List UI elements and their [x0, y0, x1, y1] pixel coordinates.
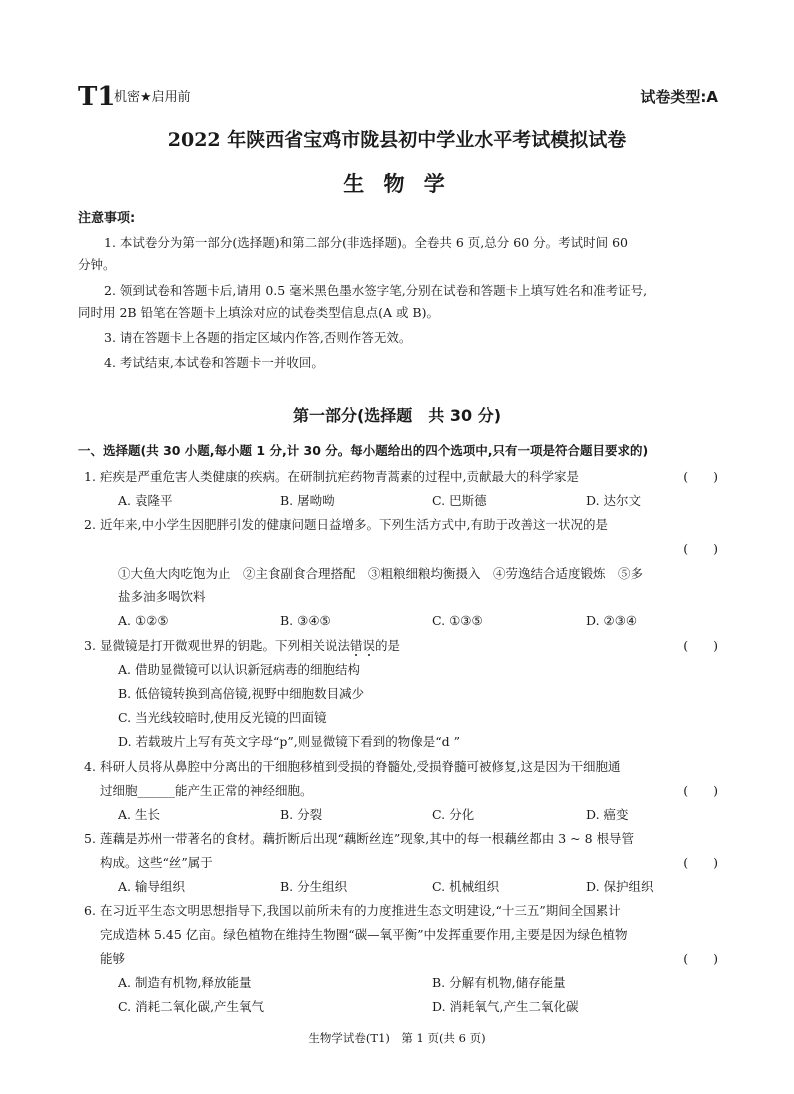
answer-paren: ( ) [683, 469, 718, 484]
question-6-cont2: 能够 ( ) [100, 948, 718, 969]
option-c: C. 消耗二氧化碳,产生氧气 [118, 999, 265, 1014]
option-b: B. 分裂 [280, 807, 323, 822]
emphasis-char: 误 [362, 638, 376, 653]
question-stem: 在习近平生态文明思想指导下,我国以前所未有的力度推进生态文明建设,“十三五”期间全国累计 [100, 903, 621, 918]
section-heading: 一、选择题(共 30 小题,每小题 1 分,计 30 分。每小题给出的四个选项中,只有一项是符合题目要求的) [78, 443, 649, 458]
answer-paren: ( ) [683, 855, 718, 870]
notice-item-1: 1. 本试卷分为第一部分(选择题)和第二部分(非选择题)。全卷共 6 页,总分 60 分。考试时间 60 [104, 235, 629, 250]
question-stem: 近年来,中小学生因肥胖引发的健康问题日益增多。下列生活方式中,有助于改善这一状况的是 [100, 517, 608, 532]
question-2-items: ①大鱼大肉吃饱为止 ②主食副食合理搭配 ③粗粮细粮均衡摄入 ④劳逸结合适度锻炼 ⑤多 [118, 566, 644, 581]
notice-item-1-cont: 分钟。 [78, 257, 116, 272]
option-b: B. 分解有机物,储存能量 [432, 975, 566, 990]
question-stem: 疟疾是严重危害人类健康的疾病。在研制抗疟药物青蒿素的过程中,贡献最大的科学家是 [100, 469, 579, 484]
question-6-cont: 完成造林 5.45 亿亩。绿色植物在维持生物圈“碳—氧平衡”中发挥重要作用,主要是因为绿色植物 [100, 927, 628, 942]
emphasis-char: 错 [350, 638, 363, 653]
question-3-option-b: B. 低倍镜转换到高倍镜,视野中细胞数目减少 [118, 686, 365, 701]
notice-item-4: 4. 考试结束,本试卷和答题卡一并收回。 [104, 355, 324, 370]
option-a: A. 生长 [118, 807, 160, 822]
answer-paren: ( ) [683, 638, 718, 653]
option-d: D. ②③④ [586, 613, 638, 628]
question-2: 2. 近年来,中小学生因肥胖引发的健康问题日益增多。下列生活方式中,有助于改善这一状况的是 [84, 517, 608, 532]
option-a: A. 输导组织 [118, 879, 185, 894]
option-c: C. ①③⑤ [432, 613, 483, 628]
notice-item-2: 2. 领到试卷和答题卡后,请用 0.5 毫米黑色墨水签字笔,分别在试卷和答题卡上填写姓名和准考证号, [104, 283, 648, 298]
option-c: C. 机械组织 [432, 879, 500, 894]
question-stem: 显微镜是打开微观世界的钥匙。下列相关说法 [100, 638, 351, 653]
option-a: A. ①②⑤ [118, 613, 169, 628]
question-2-items-cont: 盐多油多喝饮料 [118, 589, 206, 604]
part-one-title: 第一部分(选择题 共 30 分) [292, 406, 502, 425]
answer-paren: ( ) [683, 541, 718, 556]
option-c: C. 分化 [432, 807, 475, 822]
question-3: 3. 显微镜是打开微观世界的钥匙。下列相关说法错误的是 ( ) [100, 635, 718, 656]
question-4: 4. 科研人员将从鼻腔中分离出的干细胞移植到受损的脊髓处,受损脊髓可被修复,这是因为干细胞通 [84, 759, 621, 774]
option-a: A. 袁隆平 [118, 493, 173, 508]
option-b: B. ③④⑤ [280, 613, 331, 628]
question-1: 1. 疟疾是严重危害人类健康的疾病。在研制抗疟药物青蒿素的过程中,贡献最大的科学家是 ( ) [100, 466, 718, 487]
page-footer: 生物学试卷(T1) 第 1 页(共 6 页) [308, 1031, 486, 1045]
option-b: B. 分生组织 [280, 879, 348, 894]
question-5-cont: 构成。这些“丝”属于 ( ) [100, 852, 718, 873]
question-3-option-d: D. 若载玻片上写有英文字母“p”,则显微镜下看到的物像是“d ” [118, 734, 461, 749]
question-6: 6. 在习近平生态文明思想指导下,我国以前所未有的力度推进生态文明建设,“十三五”期间全国累计 [84, 903, 621, 918]
question-stem: 莲藕是苏州一带著名的食材。藕折断后出现“藕断丝连”现象,其中的每一根藕丝都由 3 ~ 8 根导管 [100, 831, 635, 846]
question-3-option-a: A. 借助显微镜可以认识新冠病毒的细胞结构 [118, 662, 360, 677]
secret-label: 机密★启用前 [114, 90, 191, 105]
option-b: B. 屠呦呦 [280, 493, 335, 508]
answer-paren: ( ) [683, 951, 718, 966]
notice-item-2-cont: 同时用 2B 铅笔在答题卡上填涂对应的试卷类型信息点(A 或 B)。 [78, 305, 439, 320]
question-4-cont: 过细胞______能产生正常的神经细胞。 ( ) [100, 780, 718, 801]
question-5: 5. 莲藕是苏州一带著名的食材。藕折断后出现“藕断丝连”现象,其中的每一根藕丝都由 3 ~ 8 根导管 [84, 831, 635, 846]
exam-title: 2022 年陕西省宝鸡市陇县初中学业水平考试模拟试卷 [167, 129, 627, 151]
paper-type-label: 试卷类型:A [640, 88, 718, 106]
header-bar [78, 82, 718, 112]
option-c: C. 巴斯德 [432, 493, 487, 508]
option-d: D. 保护组织 [586, 879, 654, 894]
answer-paren: ( ) [683, 783, 718, 798]
subject-title: 生 物 学 [343, 172, 451, 196]
option-d: D. 达尔文 [586, 493, 642, 508]
notice-heading: 注意事项: [78, 211, 136, 226]
notice-item-3: 3. 请在答题卡上各题的指定区域内作答,否则作答无效。 [104, 330, 412, 345]
paper-code: T1 [78, 82, 116, 112]
question-stem: 科研人员将从鼻腔中分离出的干细胞移植到受损的脊髓处,受损脊髓可被修复,这是因为干细胞通 [100, 759, 621, 774]
question-3-option-c: C. 当光线较暗时,使用反光镜的凹面镜 [118, 710, 327, 725]
option-d: D. 癌变 [586, 807, 629, 822]
option-a: A. 制造有机物,释放能量 [118, 975, 252, 990]
option-d: D. 消耗氧气,产生二氧化碳 [432, 999, 579, 1014]
